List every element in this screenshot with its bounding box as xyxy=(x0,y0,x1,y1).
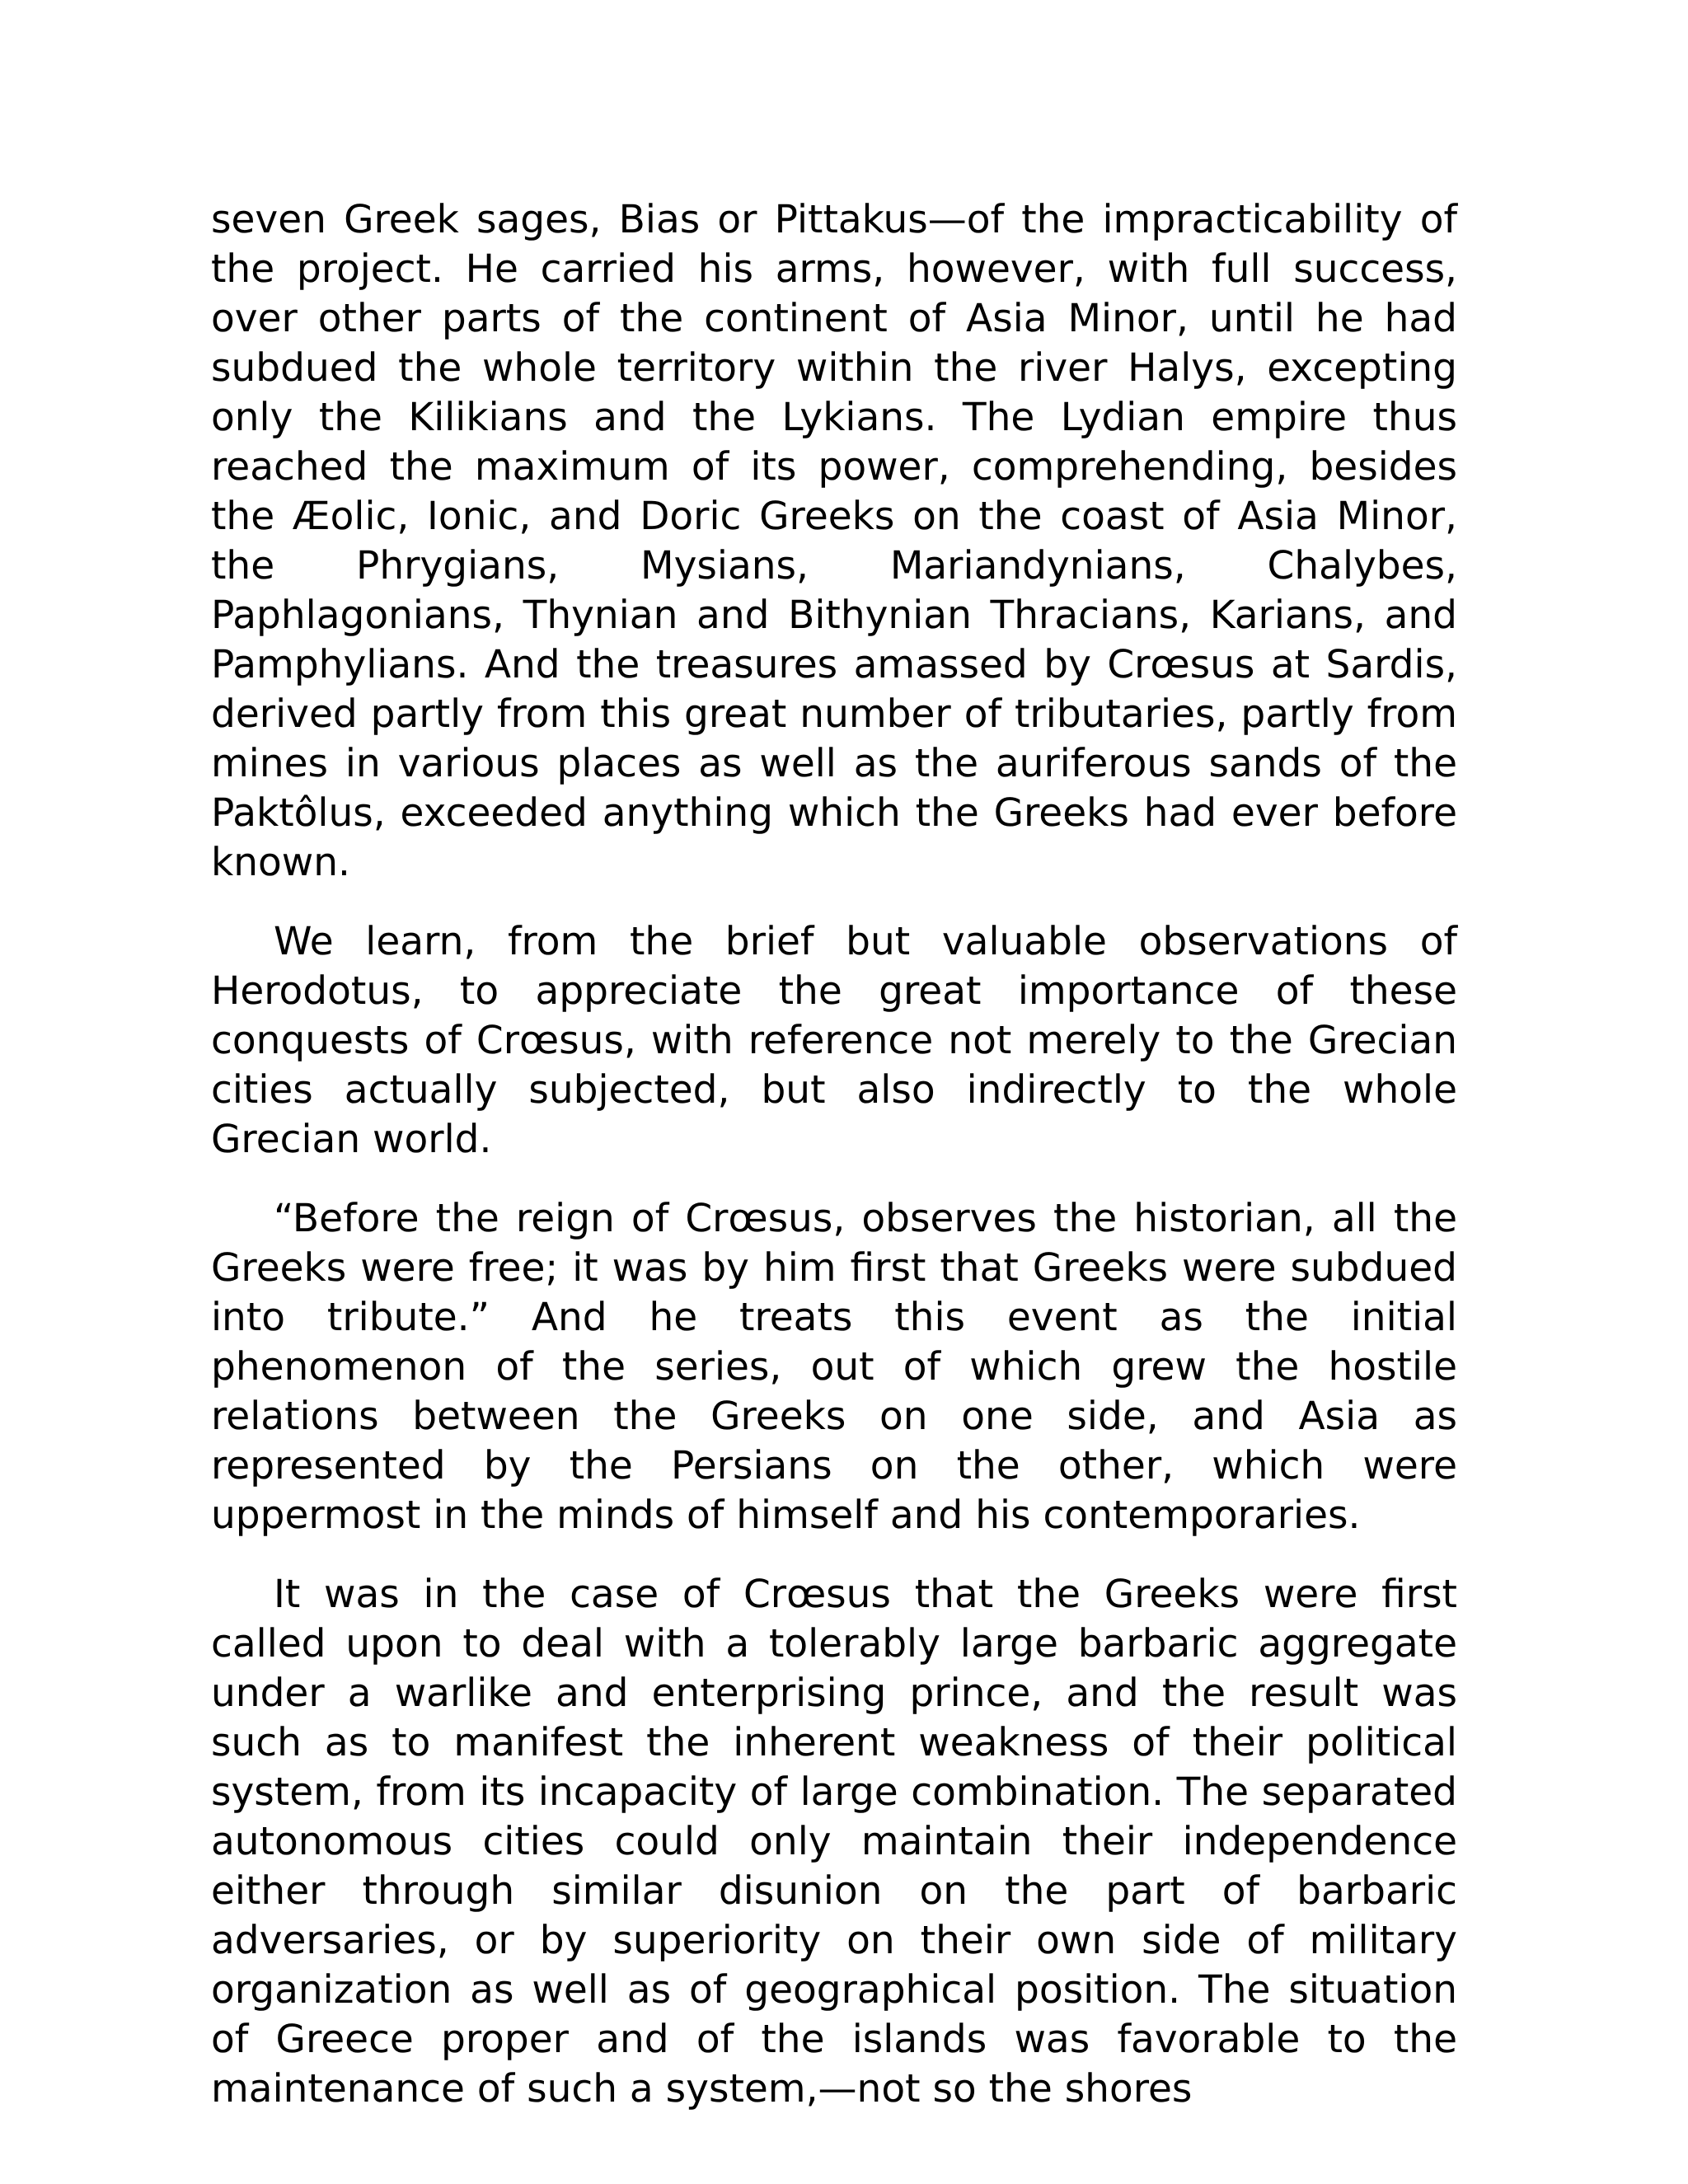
paragraph-4: It was in the case of Crœsus that the Greeks were first called upon to deal with a tolerably large barbaric aggregate under a warlike and enterprising prince, and the result was such as to manifest the inherent weakness of their political system, from its incapacity of large combination. The separated autonomous cities could only maintain their independence either through similar disunion on the part of barbaric adversaries, or by superiority on their own side of military organization as well as of geographical position. The situation of Greece proper and of the islands was favorable to the maintenance of such a system,—not so the shores xyxy=(211,1572,1457,2111)
paragraph-2: We learn, from the brief but valuable observations of Herodotus, to appreciate the great importance of these conquests of Crœsus, with reference not merely to the Grecian cities actually subjected, but also indirectly to the whole Grecian world. xyxy=(211,919,1457,1162)
body-text xyxy=(211,195,1457,2114)
paragraph-3-quotation: “Before the reign of Crœsus, observes the historian, all the Greeks were free; it was by him first that Greeks were subdued into tribute.” And he treats this event as the initial phenomenon of the series, out of which grew the hostile relations between the Greeks on one side, and Asia as represented by the Persians on the other, which were uppermost in the minds of himself and his contemporaries. xyxy=(211,1196,1457,1538)
paragraph-1-continuation: seven Greek sages, Bias or Pittakus—of the impracticability of the project. He carried his arms, however, with full success, over other parts of the continent of Asia Minor, until he had subdued the whole territory within the river Halys, excepting only the Kilikians and the Lykians. The Lydian empire thus reached the maximum of its power, comprehending, besides the Æolic, Ionic, and Doric Greeks on the coast of Asia Minor, the Phrygians, Mysians, Mariandynians, Chalybes, Paphlagonians, Thynian and Bithynian Thracians, Karians, and Pamphylians. And the treasures amassed by Crœsus at Sardis, derived partly from this great number of tributaries, partly from mines in various places as well as the auriferous sands of the Paktôlus, exceeded anything which the Greeks had ever before known. xyxy=(211,197,1457,885)
